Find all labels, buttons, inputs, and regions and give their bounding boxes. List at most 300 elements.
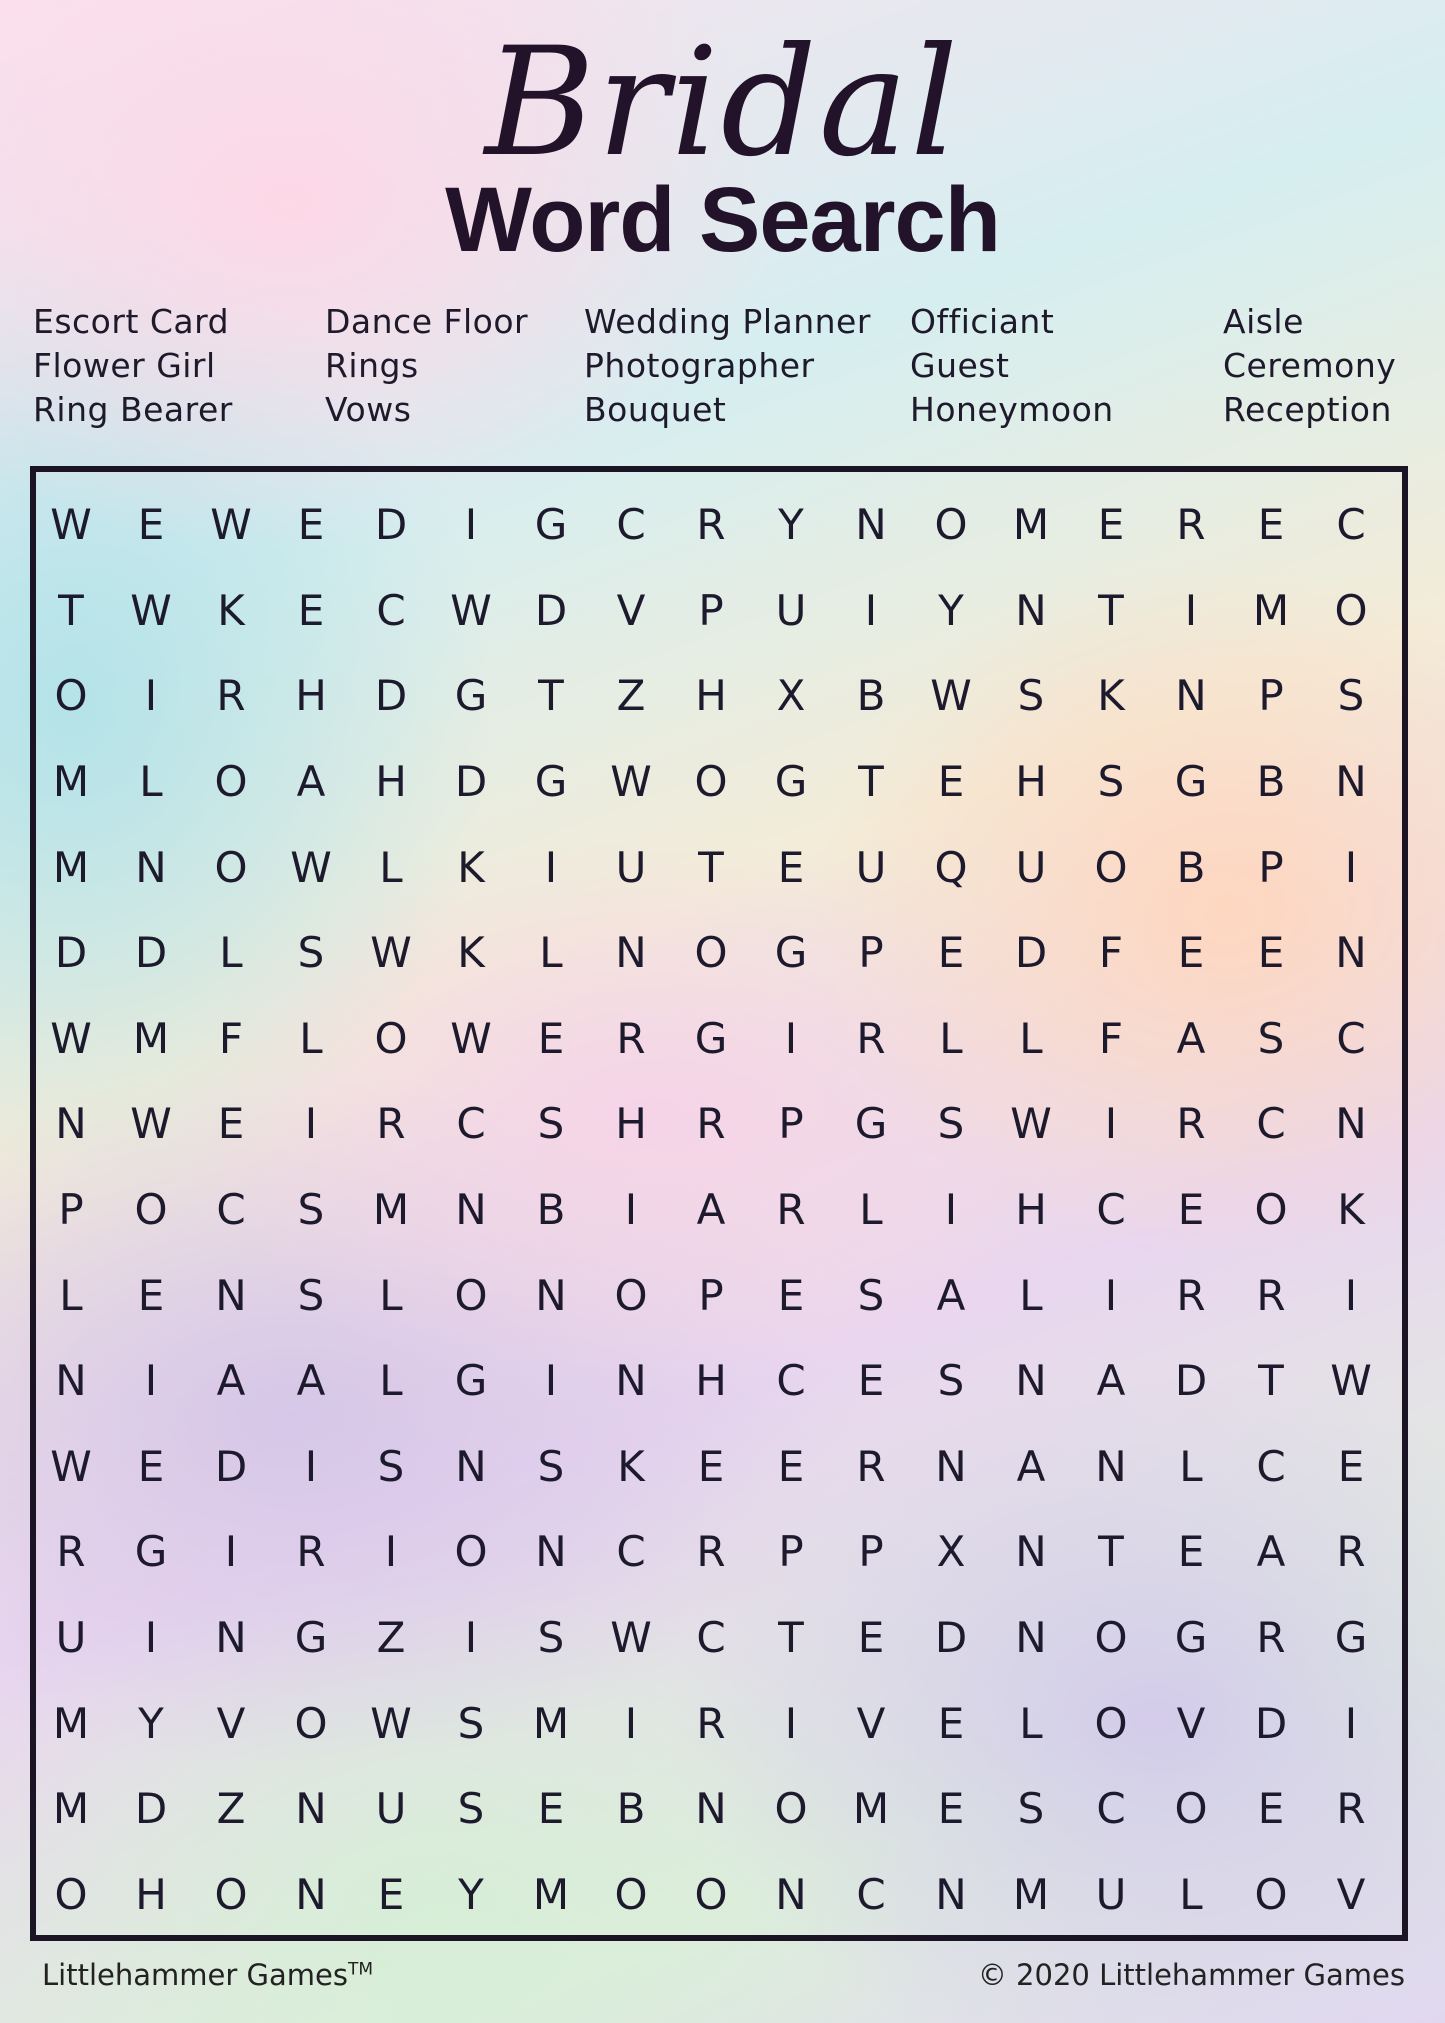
grid-cell[interactable]: S [297,928,325,978]
grid-cell[interactable]: G [854,1099,888,1149]
grid-cell[interactable]: E [137,1270,165,1320]
grid-cell[interactable]: M [52,1698,90,1748]
grid-cell[interactable]: D [934,1613,968,1663]
grid-cell[interactable]: G [134,1527,168,1577]
grid-cell[interactable]: E [937,928,965,978]
grid-cell[interactable]: N [55,1099,87,1149]
grid-cell[interactable]: M [132,1013,170,1063]
grid-cell[interactable]: T [1098,585,1124,635]
grid-cell[interactable]: O [454,1527,488,1577]
grid-cell[interactable]: E [297,500,325,550]
grid-cell[interactable]: W [370,1698,412,1748]
grid-cell[interactable]: Z [216,1784,246,1834]
grid-cell[interactable]: V [1176,1698,1206,1748]
grid-cell[interactable]: O [374,1013,408,1063]
grid-cell[interactable]: A [1016,1441,1046,1491]
grid-cell[interactable]: K [1097,671,1125,721]
grid-cell[interactable]: I [544,842,558,892]
grid-cell[interactable]: A [1176,1013,1206,1063]
word-item: Officiant [910,302,1055,341]
grid-cell[interactable]: I [464,500,478,550]
grid-cell[interactable]: O [614,1270,648,1320]
grid-cell[interactable]: R [856,1013,886,1063]
grid-cell[interactable]: K [217,585,245,635]
grid-cell[interactable]: O [214,842,248,892]
grid-cell[interactable]: C [856,1869,886,1919]
grid-cell[interactable]: N [1015,1613,1047,1663]
grid-cell[interactable]: O [1174,1784,1208,1834]
grid-cell[interactable]: D [1014,928,1048,978]
grid-cell[interactable]: U [375,1784,407,1834]
grid-cell[interactable]: I [384,1527,398,1577]
grid-cell[interactable]: Y [938,585,964,635]
grid-cell[interactable]: A [296,757,326,807]
grid-cell[interactable]: L [1019,1013,1043,1063]
grid-cell[interactable]: E [857,1613,885,1663]
grid-cell[interactable]: E [777,842,805,892]
grid-cell[interactable]: E [697,1441,725,1491]
grid-cell[interactable]: C [1336,500,1366,550]
grid-cell[interactable]: R [1336,1784,1366,1834]
grid-cell[interactable]: Y [778,500,804,550]
grid-cell[interactable]: L [219,928,243,978]
grid-cell[interactable]: N [1015,1527,1047,1577]
grid-cell[interactable]: B [1176,842,1206,892]
grid-cell[interactable]: N [935,1869,967,1919]
grid-cell[interactable]: M [1012,500,1050,550]
grid-cell[interactable]: O [694,757,728,807]
grid-cell[interactable]: T [778,1613,804,1663]
grid-cell[interactable]: G [534,757,568,807]
grid-cell[interactable]: C [1096,1185,1126,1235]
grid-cell[interactable]: W [210,500,252,550]
grid-cell[interactable]: R [616,1013,646,1063]
grid-cell[interactable]: O [1094,842,1128,892]
grid-cell[interactable]: W [370,928,412,978]
grid-cell[interactable]: S [537,1613,565,1663]
grid-cell[interactable]: E [937,757,965,807]
grid-cell[interactable]: R [1256,1270,1286,1320]
grid-cell[interactable]: L [379,842,403,892]
grid-cell[interactable]: N [1015,585,1047,635]
grid-cell[interactable]: T [58,585,84,635]
grid-cell[interactable]: S [297,1185,325,1235]
grid-cell[interactable]: D [374,671,408,721]
grid-cell[interactable]: C [1336,1013,1366,1063]
grid-cell[interactable]: T [698,842,724,892]
grid-cell[interactable]: S [1097,757,1125,807]
grid-cell[interactable]: I [144,1613,158,1663]
grid-cell[interactable]: O [214,757,248,807]
grid-cell[interactable]: C [1256,1441,1286,1491]
grid-cell[interactable]: V [216,1698,246,1748]
grid-cell[interactable]: W [130,1099,172,1149]
grid-cell[interactable]: I [944,1185,958,1235]
word-column-3 [584,300,871,432]
grid-cell[interactable]: N [295,1869,327,1919]
grid-cell[interactable]: Z [376,1613,406,1663]
grid-cell[interactable]: O [134,1185,168,1235]
grid-cell[interactable]: O [54,1869,88,1919]
word-column-2 [325,300,528,432]
grid-cell[interactable]: E [777,1441,805,1491]
grid-cell[interactable]: Z [616,671,646,721]
grid-cell[interactable]: I [1344,1698,1358,1748]
grid-cell[interactable]: V [616,585,646,635]
grid-cell[interactable]: W [50,500,92,550]
grid-cell[interactable]: A [216,1356,246,1406]
grid-cell[interactable]: E [1177,1527,1205,1577]
grid-cell[interactable]: B [856,671,886,721]
grid-cell[interactable]: R [376,1099,406,1149]
grid-cell[interactable]: W [130,585,172,635]
grid-cell[interactable]: H [375,757,407,807]
grid-cell[interactable]: N [135,842,167,892]
grid-cell[interactable]: I [304,1441,318,1491]
grid-cell[interactable]: O [294,1698,328,1748]
grid-cell[interactable]: E [857,1356,885,1406]
grid-cell[interactable]: W [450,585,492,635]
grid-cell[interactable]: D [454,757,488,807]
grid-cell[interactable]: G [1174,757,1208,807]
grid-cell[interactable]: P [858,928,884,978]
grid-cell[interactable]: K [457,842,485,892]
grid-cell[interactable]: A [936,1270,966,1320]
grid-cell[interactable]: H [1015,757,1047,807]
grid-cell[interactable]: E [1257,1784,1285,1834]
grid-cell[interactable]: I [1104,1270,1118,1320]
grid-cell[interactable]: S [937,1099,965,1149]
grid-cell[interactable]: E [1337,1441,1365,1491]
grid-cell[interactable]: G [774,928,808,978]
grid-cell[interactable]: N [535,1270,567,1320]
grid-cell[interactable]: Q [934,842,968,892]
grid-cell[interactable]: S [297,1270,325,1320]
grid-cell[interactable]: E [1177,928,1205,978]
grid-cell[interactable]: N [455,1185,487,1235]
grid-cell[interactable]: O [934,500,968,550]
grid-cell[interactable]: L [1179,1441,1203,1491]
grid-cell[interactable]: I [1344,842,1358,892]
grid-cell[interactable]: K [617,1441,645,1491]
grid-cell[interactable]: H [695,1356,727,1406]
grid-cell[interactable]: H [615,1099,647,1149]
grid-cell[interactable]: R [696,500,726,550]
grid-cell[interactable]: P [858,1527,884,1577]
grid-cell[interactable]: O [454,1270,488,1320]
grid-cell[interactable]: H [295,671,327,721]
grid-cell[interactable]: W [1330,1356,1372,1406]
word-item: Ring Bearer [33,390,233,429]
grid-cell[interactable]: N [55,1356,87,1406]
grid-cell[interactable]: S [1017,1784,1045,1834]
grid-cell[interactable]: G [454,1356,488,1406]
grid-cell[interactable]: E [777,1270,805,1320]
grid-cell[interactable]: I [464,1613,478,1663]
grid-cell[interactable]: T [1098,1527,1124,1577]
grid-cell[interactable]: M [1012,1869,1050,1919]
grid-cell[interactable]: P [1258,842,1284,892]
grid-cell[interactable]: L [139,757,163,807]
grid-cell[interactable]: L [379,1270,403,1320]
grid-cell[interactable]: K [1337,1185,1365,1235]
grid-cell[interactable]: O [1094,1698,1128,1748]
grid-cell[interactable]: L [539,928,563,978]
grid-cell[interactable]: E [377,1869,405,1919]
grid-cell[interactable]: C [1256,1099,1286,1149]
grid-cell[interactable]: T [1258,1356,1284,1406]
grid-cell[interactable]: D [134,928,168,978]
grid-cell[interactable]: F [1098,928,1124,978]
grid-cell[interactable]: W [290,842,332,892]
grid-cell[interactable]: M [52,757,90,807]
grid-cell[interactable]: D [1174,1356,1208,1406]
grid-cell[interactable]: C [616,1527,646,1577]
grid-cell[interactable]: D [134,1784,168,1834]
grid-cell[interactable]: I [784,1698,798,1748]
grid-cell[interactable]: N [1175,671,1207,721]
grid-cell[interactable]: C [376,585,406,635]
grid-cell[interactable]: O [54,671,88,721]
grid-cell[interactable]: O [1094,1613,1128,1663]
grid-cell[interactable]: S [377,1441,405,1491]
grid-cell[interactable]: U [855,842,887,892]
grid-cell[interactable]: C [696,1613,726,1663]
grid-cell[interactable]: I [144,671,158,721]
grid-cell[interactable]: G [1174,1613,1208,1663]
grid-cell[interactable]: N [855,500,887,550]
grid-cell[interactable]: D [534,585,568,635]
word-item: Honeymoon [910,390,1114,429]
grid-cell[interactable]: D [214,1441,248,1491]
grid-cell[interactable]: R [1176,500,1206,550]
grid-cell[interactable]: D [374,500,408,550]
grid-cell[interactable]: U [1095,1869,1127,1919]
grid-cell[interactable]: P [698,585,724,635]
grid-cell[interactable]: R [696,1527,726,1577]
grid-cell[interactable]: W [930,671,972,721]
grid-cell[interactable]: E [1177,1185,1205,1235]
grid-cell[interactable]: R [1256,1613,1286,1663]
grid-cell[interactable]: I [784,1013,798,1063]
grid-cell[interactable]: D [54,928,88,978]
grid-cell[interactable]: X [936,1527,966,1577]
grid-cell[interactable]: L [859,1185,883,1235]
grid-cell[interactable]: M [372,1185,410,1235]
letter-grid [31,482,1407,1937]
grid-cell[interactable]: R [1176,1099,1206,1149]
grid-cell[interactable]: O [774,1784,808,1834]
grid-cell[interactable]: R [296,1527,326,1577]
grid-cell[interactable]: B [616,1784,646,1834]
grid-cell[interactable]: G [1334,1613,1368,1663]
grid-cell[interactable]: F [218,1013,244,1063]
grid-cell[interactable]: U [775,585,807,635]
grid-cell[interactable]: U [55,1613,87,1663]
grid-cell[interactable]: S [457,1698,485,1748]
grid-cell[interactable]: P [778,1527,804,1577]
grid-cell[interactable]: E [297,585,325,635]
grid-cell[interactable]: N [1335,928,1367,978]
grid-cell[interactable]: P [1258,671,1284,721]
grid-cell[interactable]: W [610,1613,652,1663]
grid-cell[interactable]: N [215,1270,247,1320]
grid-cell[interactable]: W [1010,1099,1052,1149]
word-column-4 [910,300,1114,432]
grid-cell[interactable]: H [695,671,727,721]
grid-cell[interactable]: O [614,1869,648,1919]
grid-cell[interactable]: N [535,1527,567,1577]
grid-cell[interactable]: G [294,1613,328,1663]
grid-cell[interactable]: N [935,1441,967,1491]
grid-cell[interactable]: O [214,1869,248,1919]
grid-cell[interactable]: N [215,1613,247,1663]
grid-cell[interactable]: N [615,928,647,978]
grid-cell[interactable]: L [1019,1270,1043,1320]
grid-cell[interactable]: L [59,1270,83,1320]
grid-cell[interactable]: U [1015,842,1047,892]
grid-cell[interactable]: T [858,757,884,807]
grid-cell[interactable]: P [698,1270,724,1320]
grid-cell[interactable]: I [144,1356,158,1406]
grid-cell[interactable]: M [52,1784,90,1834]
grid-cell[interactable]: W [610,757,652,807]
grid-cell[interactable]: N [1095,1441,1127,1491]
word-item: Ceremony [1223,346,1397,385]
grid-cell[interactable]: H [1015,1185,1047,1235]
grid-cell[interactable]: T [538,671,564,721]
grid-cell[interactable]: F [1098,1013,1124,1063]
grid-cell[interactable]: B [536,1185,566,1235]
grid-cell[interactable]: N [1335,757,1367,807]
grid-cell[interactable]: X [776,671,806,721]
grid-cell[interactable]: M [532,1869,570,1919]
grid-cell[interactable]: C [216,1185,246,1235]
grid-cell[interactable]: E [937,1784,965,1834]
word-item: Vows [325,390,412,429]
grid-cell[interactable]: L [379,1356,403,1406]
grid-cell[interactable]: A [1256,1527,1286,1577]
word-item: Flower Girl [33,346,216,385]
grid-cell[interactable]: S [537,1441,565,1491]
grid-cell[interactable]: R [56,1527,86,1577]
grid-cell[interactable]: V [856,1698,886,1748]
grid-cell[interactable]: H [135,1869,167,1919]
grid-cell[interactable]: R [856,1441,886,1491]
grid-cell[interactable]: S [1337,671,1365,721]
grid-cell[interactable]: S [457,1784,485,1834]
grid-cell[interactable]: P [58,1185,84,1235]
grid-cell[interactable]: R [696,1698,726,1748]
grid-cell[interactable]: S [857,1270,885,1320]
grid-cell[interactable]: L [1179,1869,1203,1919]
grid-cell[interactable]: N [775,1869,807,1919]
grid-cell[interactable]: W [450,1013,492,1063]
grid-cell[interactable]: R [1336,1527,1366,1577]
grid-cell[interactable]: E [137,500,165,550]
grid-cell[interactable]: O [1254,1185,1288,1235]
grid-cell[interactable]: A [1096,1356,1126,1406]
grid-cell[interactable]: I [624,1698,638,1748]
grid-cell[interactable]: S [1257,1013,1285,1063]
grid-cell[interactable]: E [1257,500,1285,550]
grid-cell[interactable]: G [774,757,808,807]
grid-cell[interactable]: R [216,671,246,721]
grid-cell[interactable]: N [1015,1356,1047,1406]
grid-cell[interactable]: E [1257,928,1285,978]
grid-cell[interactable]: M [1252,585,1290,635]
grid-cell[interactable]: G [454,671,488,721]
grid-cell[interactable]: S [937,1356,965,1406]
grid-cell[interactable]: I [864,585,878,635]
grid-cell[interactable]: O [1334,585,1368,635]
grid-cell[interactable]: I [1184,585,1198,635]
grid-cell[interactable]: M [532,1698,570,1748]
grid-cell[interactable]: I [1344,1270,1358,1320]
grid-cell[interactable]: L [1019,1698,1043,1748]
grid-cell[interactable]: R [1176,1270,1206,1320]
word-item: Aisle [1223,302,1304,341]
grid-cell[interactable]: E [217,1099,245,1149]
grid-cell[interactable]: C [616,500,646,550]
grid-cell[interactable]: O [1254,1869,1288,1919]
grid-cell[interactable]: I [1104,1099,1118,1149]
grid-cell[interactable]: N [1335,1099,1367,1149]
grid-cell[interactable]: E [1097,500,1125,550]
grid-cell[interactable]: N [455,1441,487,1491]
grid-cell[interactable]: E [137,1441,165,1491]
grid-cell[interactable]: C [456,1099,486,1149]
grid-cell[interactable]: P [778,1099,804,1149]
grid-cell[interactable]: W [50,1441,92,1491]
grid-cell[interactable]: N [695,1784,727,1834]
grid-cell[interactable]: I [224,1527,238,1577]
grid-cell[interactable]: E [537,1013,565,1063]
grid-cell[interactable]: D [1254,1698,1288,1748]
grid-cell[interactable]: M [52,842,90,892]
grid-cell[interactable]: I [544,1356,558,1406]
grid-cell[interactable]: N [295,1784,327,1834]
grid-cell[interactable]: L [299,1013,323,1063]
grid-cell[interactable]: A [296,1356,326,1406]
grid-cell[interactable]: A [696,1185,726,1235]
grid-cell[interactable]: K [457,928,485,978]
grid-cell[interactable]: O [694,1869,728,1919]
grid-cell[interactable]: C [776,1356,806,1406]
grid-cell[interactable]: S [537,1099,565,1149]
grid-cell[interactable]: G [694,1013,728,1063]
grid-cell[interactable]: V [1336,1869,1366,1919]
grid-cell[interactable]: L [939,1013,963,1063]
grid-cell[interactable]: Y [138,1698,164,1748]
grid-cell[interactable]: U [615,842,647,892]
grid-cell[interactable]: R [696,1099,726,1149]
grid-cell[interactable]: W [50,1013,92,1063]
grid-cell[interactable]: B [1256,757,1286,807]
grid-cell[interactable]: N [615,1356,647,1406]
grid-cell[interactable]: Y [458,1869,484,1919]
grid-cell[interactable]: E [937,1698,965,1748]
grid-cell[interactable]: E [537,1784,565,1834]
grid-cell[interactable]: O [694,928,728,978]
grid-cell[interactable]: I [624,1185,638,1235]
grid-cell[interactable]: G [534,500,568,550]
grid-cell[interactable]: C [1096,1784,1126,1834]
grid-cell[interactable]: S [1017,671,1045,721]
grid-cell[interactable]: M [852,1784,890,1834]
grid-cell[interactable]: R [776,1185,806,1235]
grid-cell[interactable]: I [304,1099,318,1149]
